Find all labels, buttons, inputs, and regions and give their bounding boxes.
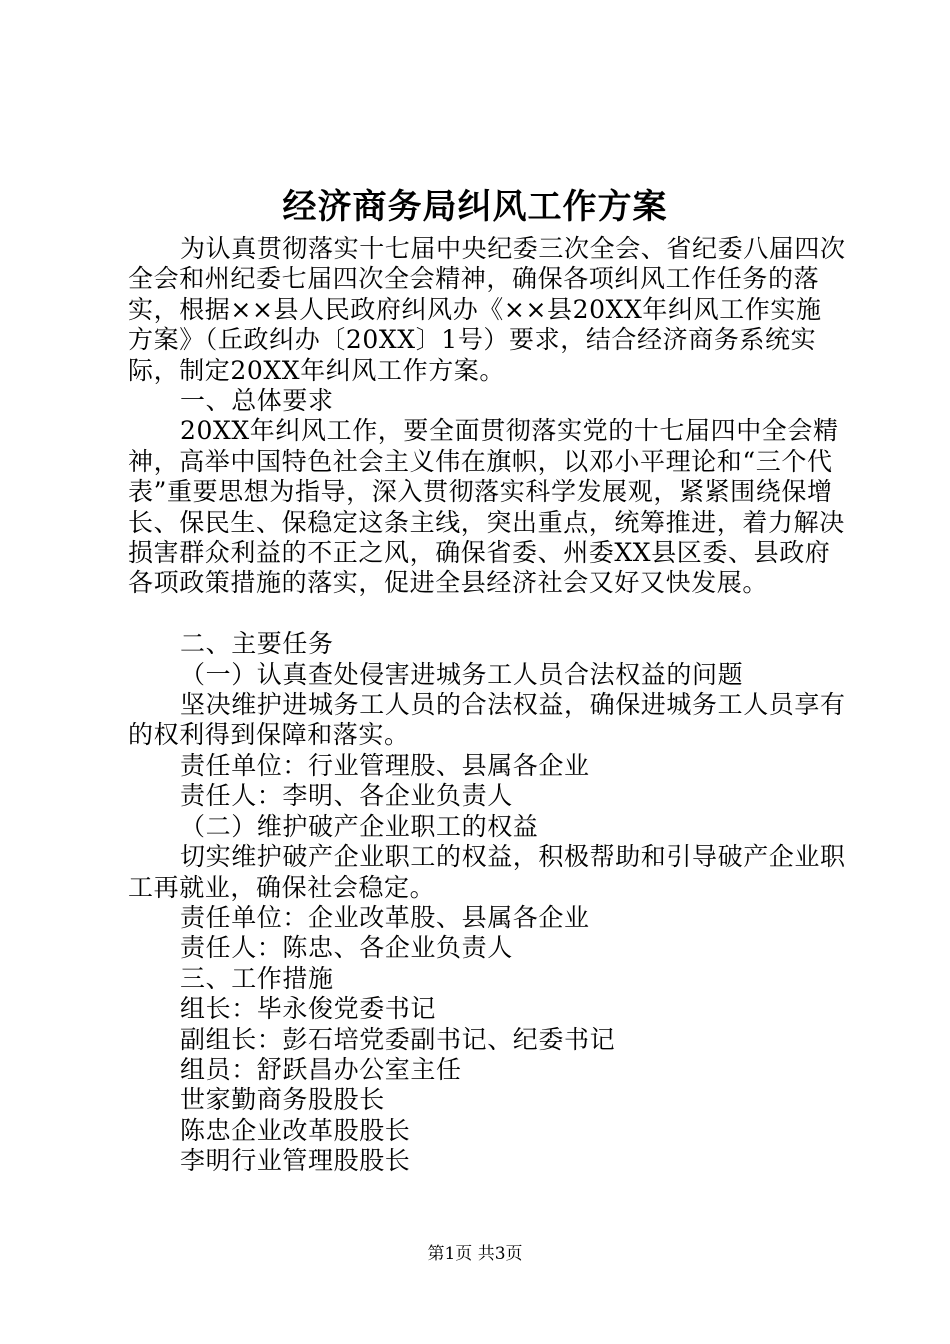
task-1-responsible-unit: 责任单位：行业管理股、县属各企业	[180, 750, 590, 780]
group-member: 李明行业管理股股长	[180, 1146, 411, 1176]
intro-paragraph: 为认真贯彻落实十七届中央纪委三次全会、省纪委八届四次全会和州纪委七届四次全会精神，确保各项纠风工作任务的落实，根据××县人民政府纠风办《××县20XX年纠风工作实施方案》（丘政纠办〔20XX〕1号）要求，结合经济商务系统实际，制定20XX年纠风工作方案。	[128, 234, 846, 385]
task-1-heading: （一）认真查处侵害进城务工人员合法权益的问题	[180, 659, 744, 689]
task-1-responsible-person: 责任人：李明、各企业负责人	[180, 781, 513, 811]
task-2-responsible-unit: 责任单位：企业改革股、县属各企业	[180, 902, 590, 932]
group-leader: 组长：毕永俊党委书记	[180, 994, 437, 1024]
task-2-paragraph: 切实维护破产企业职工的权益，积极帮助和引导破产企业职工再就业，确保社会稳定。	[128, 842, 846, 902]
group-member: 陈忠企业改革股股长	[180, 1115, 411, 1145]
group-member: 组员：舒跃昌办公室主任	[180, 1054, 462, 1084]
section-heading-measures: 三、工作措施	[180, 963, 334, 993]
group-member: 世家勤商务股股长	[180, 1085, 385, 1115]
task-2-responsible-person: 责任人：陈忠、各企业负责人	[180, 933, 513, 963]
section-heading-general: 一、总体要求	[180, 386, 334, 416]
page-footer: 第1页 共3页	[427, 1244, 523, 1264]
document-title: 经济商务局纠风工作方案	[282, 187, 668, 227]
task-1-paragraph: 坚决维护进城务工人员的合法权益，确保进城务工人员享有的权利得到保障和落实。	[128, 690, 846, 750]
general-requirements-paragraph: 20XX年纠风工作，要全面贯彻落实党的十七届四中全会精神，高举中国特色社会主义伟在旗帜，以邓小平理论和“三个代表”重要思想为指导，深入贯彻落实科学发展观，紧紧围绕保增长、保民生、保稳定这条主线，突出重点，统筹推进，着力解决损害群众利益的不正之风，确保省委、州委XX县区委、县政府各项政策措施的落实，促进全县经济社会又好又快发展。	[128, 416, 845, 598]
deputy-group-leader: 副组长：彭石培党委副书记、纪委书记	[180, 1024, 616, 1054]
task-2-heading: （二）维护破产企业职工的权益	[180, 811, 539, 841]
section-heading-tasks: 二、主要任务	[180, 629, 334, 659]
paragraph-spacer	[128, 599, 846, 629]
document-body	[128, 234, 846, 1177]
